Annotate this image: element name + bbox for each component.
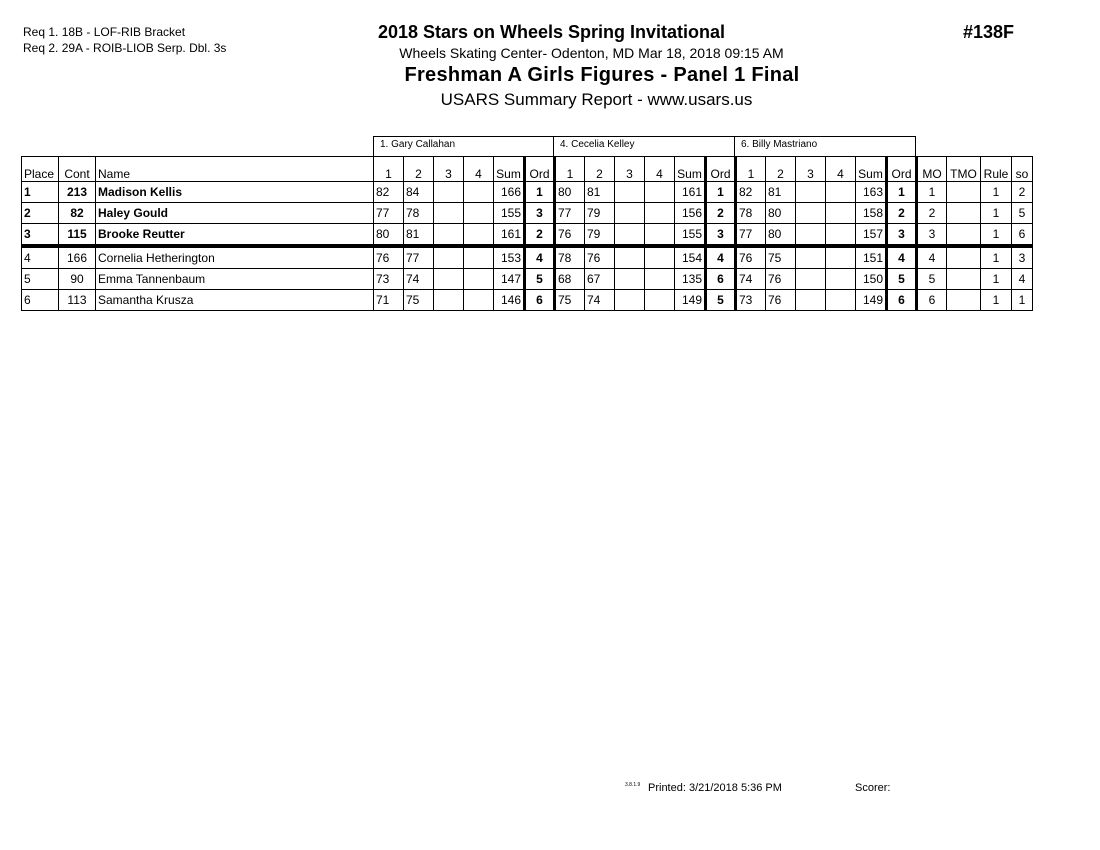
judge3-ord-cell: 3 — [887, 224, 917, 247]
judge2-score4-cell — [645, 290, 675, 311]
judge1-score2-cell: 75 — [404, 290, 434, 311]
requirement-2: Req 2. 29A - ROIB-LIOB Serp. Dbl. 3s — [23, 41, 227, 55]
so-cell: 5 — [1012, 203, 1033, 224]
judge1-ord-cell: 5 — [525, 269, 555, 290]
place-cell: 1 — [22, 182, 59, 203]
col-rule: Rule — [981, 157, 1012, 182]
col-j3-sum: Sum — [856, 157, 887, 182]
judge1-sum-cell: 166 — [494, 182, 525, 203]
judge2-ord-cell: 1 — [706, 182, 736, 203]
judge1-score4-cell — [464, 246, 494, 269]
judge3-score3-cell — [796, 290, 826, 311]
judge-3-header: 6. Billy Mastriano — [734, 136, 916, 156]
col-j2-s3: 3 — [615, 157, 645, 182]
so-cell: 2 — [1012, 182, 1033, 203]
judge3-sum-cell: 150 — [856, 269, 887, 290]
judge2-ord-cell: 5 — [706, 290, 736, 311]
cont-cell: 113 — [59, 290, 96, 311]
judge3-score2-cell: 80 — [766, 224, 796, 247]
col-j3-s1: 1 — [736, 157, 766, 182]
mo-cell: 3 — [917, 224, 947, 247]
judge3-score1-cell: 78 — [736, 203, 766, 224]
judge3-score3-cell — [796, 246, 826, 269]
judge2-score2-cell: 81 — [585, 182, 615, 203]
table-row — [22, 203, 1033, 224]
judge1-sum-cell: 147 — [494, 269, 525, 290]
judge1-score4-cell — [464, 269, 494, 290]
tmo-cell — [947, 203, 981, 224]
judge1-score3-cell — [434, 182, 464, 203]
judge1-score1-cell: 80 — [374, 224, 404, 247]
so-cell: 3 — [1012, 246, 1033, 269]
judge1-score3-cell — [434, 203, 464, 224]
tmo-cell — [947, 290, 981, 311]
judge2-score4-cell — [645, 224, 675, 247]
judge1-score2-cell: 74 — [404, 269, 434, 290]
venue-date: Wheels Skating Center- Odenton, MD Mar 18, 2018 09:15 AM — [399, 45, 784, 61]
judge2-score4-cell — [645, 182, 675, 203]
judge2-sum-cell: 154 — [675, 246, 706, 269]
judge1-score4-cell — [464, 203, 494, 224]
requirement-1: Req 1. 18B - LOF-RIB Bracket — [23, 25, 186, 39]
mo-cell: 1 — [917, 182, 947, 203]
judge3-score3-cell — [796, 224, 826, 247]
judge2-ord-cell: 6 — [706, 269, 736, 290]
name-cell: Madison Kellis — [96, 182, 374, 203]
judge1-score4-cell — [464, 182, 494, 203]
col-j1-s2: 2 — [404, 157, 434, 182]
judge1-score2-cell: 77 — [404, 246, 434, 269]
judge3-score3-cell — [796, 182, 826, 203]
judge1-score4-cell — [464, 224, 494, 247]
judge3-score4-cell — [826, 290, 856, 311]
judge1-score1-cell: 71 — [374, 290, 404, 311]
judge3-ord-cell: 4 — [887, 246, 917, 269]
judge2-score2-cell: 67 — [585, 269, 615, 290]
judge1-sum-cell: 161 — [494, 224, 525, 247]
place-cell: 2 — [22, 203, 59, 224]
judge3-score2-cell: 76 — [766, 269, 796, 290]
judge2-score4-cell — [645, 269, 675, 290]
judge2-score1-cell: 80 — [555, 182, 585, 203]
rule-cell: 1 — [981, 246, 1012, 269]
judge3-ord-cell: 5 — [887, 269, 917, 290]
col-j3-ord: Ord — [887, 157, 917, 182]
so-cell: 1 — [1012, 290, 1033, 311]
judge2-sum-cell: 149 — [675, 290, 706, 311]
judge3-score4-cell — [826, 246, 856, 269]
judge3-sum-cell: 158 — [856, 203, 887, 224]
judge3-score4-cell — [826, 182, 856, 203]
cont-cell: 213 — [59, 182, 96, 203]
judge2-score2-cell: 79 — [585, 203, 615, 224]
cont-cell: 90 — [59, 269, 96, 290]
judge3-score4-cell — [826, 269, 856, 290]
rule-cell: 1 — [981, 182, 1012, 203]
col-j1-s1: 1 — [374, 157, 404, 182]
judge2-score3-cell — [615, 290, 645, 311]
judge3-score1-cell: 77 — [736, 224, 766, 247]
report-title: USARS Summary Report - www.usars.us — [440, 90, 753, 109]
judge-2-header: 4. Cecelia Kelley — [553, 136, 735, 156]
tmo-cell — [947, 246, 981, 269]
judge1-score3-cell — [434, 246, 464, 269]
judge2-score2-cell: 74 — [585, 290, 615, 311]
judge3-score1-cell: 74 — [736, 269, 766, 290]
judge2-score3-cell — [615, 269, 645, 290]
name-cell: Haley Gould — [96, 203, 374, 224]
judge1-ord-cell: 1 — [525, 182, 555, 203]
judge3-score2-cell: 76 — [766, 290, 796, 311]
col-mo: MO — [917, 157, 947, 182]
name-cell: Brooke Reutter — [96, 224, 374, 247]
judge3-score1-cell: 73 — [736, 290, 766, 311]
col-name: Name — [96, 157, 374, 182]
judge2-score2-cell: 79 — [585, 224, 615, 247]
judge3-score2-cell: 81 — [766, 182, 796, 203]
cont-cell: 115 — [59, 224, 96, 247]
cont-cell: 166 — [59, 246, 96, 269]
judge2-score3-cell — [615, 224, 645, 247]
judge1-sum-cell: 146 — [494, 290, 525, 311]
judge2-sum-cell: 135 — [675, 269, 706, 290]
place-cell: 4 — [22, 246, 59, 269]
rule-cell: 1 — [981, 224, 1012, 247]
col-j2-s2: 2 — [585, 157, 615, 182]
judge1-sum-cell: 153 — [494, 246, 525, 269]
mo-cell: 2 — [917, 203, 947, 224]
judge1-score1-cell: 76 — [374, 246, 404, 269]
table-row — [22, 246, 1033, 269]
judge2-score3-cell — [615, 182, 645, 203]
judge3-sum-cell: 163 — [856, 182, 887, 203]
judge2-score3-cell — [615, 246, 645, 269]
tmo-cell — [947, 269, 981, 290]
col-j3-s4: 4 — [826, 157, 856, 182]
judge1-sum-cell: 155 — [494, 203, 525, 224]
place-cell: 6 — [22, 290, 59, 311]
table-row — [22, 224, 1033, 247]
judge2-score1-cell: 78 — [555, 246, 585, 269]
col-j2-s1: 1 — [555, 157, 585, 182]
judge3-ord-cell: 1 — [887, 182, 917, 203]
col-j1-s3: 3 — [434, 157, 464, 182]
name-cell: Emma Tannenbaum — [96, 269, 374, 290]
so-cell: 6 — [1012, 224, 1033, 247]
table-header-row — [22, 157, 1033, 182]
col-place: Place — [22, 157, 59, 182]
judge3-sum-cell: 149 — [856, 290, 887, 311]
mo-cell: 4 — [917, 246, 947, 269]
tmo-cell — [947, 224, 981, 247]
judge2-score2-cell: 76 — [585, 246, 615, 269]
judge1-score2-cell: 84 — [404, 182, 434, 203]
col-j2-sum: Sum — [675, 157, 706, 182]
judge2-score3-cell — [615, 203, 645, 224]
judge2-sum-cell: 155 — [675, 224, 706, 247]
tmo-cell — [947, 182, 981, 203]
judge2-sum-cell: 161 — [675, 182, 706, 203]
judge1-ord-cell: 4 — [525, 246, 555, 269]
mo-cell: 5 — [917, 269, 947, 290]
place-cell: 3 — [22, 224, 59, 247]
judge3-score1-cell: 82 — [736, 182, 766, 203]
rule-cell: 1 — [981, 290, 1012, 311]
event-title: 2018 Stars on Wheels Spring Invitational — [377, 22, 726, 42]
judge1-score3-cell — [434, 290, 464, 311]
judge1-score1-cell: 77 — [374, 203, 404, 224]
judge3-sum-cell: 151 — [856, 246, 887, 269]
judge2-score4-cell — [645, 246, 675, 269]
col-cont: Cont — [59, 157, 96, 182]
judge3-score1-cell: 76 — [736, 246, 766, 269]
judge2-sum-cell: 156 — [675, 203, 706, 224]
judge2-score1-cell: 68 — [555, 269, 585, 290]
col-j1-ord: Ord — [525, 157, 555, 182]
judge3-score2-cell: 75 — [766, 246, 796, 269]
judge2-score1-cell: 75 — [555, 290, 585, 311]
scorer-label: Scorer: — [855, 782, 891, 794]
judge1-score4-cell — [464, 290, 494, 311]
table-row — [22, 290, 1033, 311]
judge1-score3-cell — [434, 224, 464, 247]
so-cell: 4 — [1012, 269, 1033, 290]
judge2-score1-cell: 76 — [555, 224, 585, 247]
judge1-ord-cell: 3 — [525, 203, 555, 224]
judge3-ord-cell: 6 — [887, 290, 917, 311]
judge1-score1-cell: 82 — [374, 182, 404, 203]
col-j2-s4: 4 — [645, 157, 675, 182]
judge2-ord-cell: 4 — [706, 246, 736, 269]
judge1-score2-cell: 78 — [404, 203, 434, 224]
judge1-score1-cell: 73 — [374, 269, 404, 290]
col-j3-s2: 2 — [766, 157, 796, 182]
judge1-ord-cell: 2 — [525, 224, 555, 247]
rule-cell: 1 — [981, 269, 1012, 290]
judge3-score2-cell: 80 — [766, 203, 796, 224]
mo-cell: 6 — [917, 290, 947, 311]
judge2-score4-cell — [645, 203, 675, 224]
cont-cell: 82 — [59, 203, 96, 224]
judge1-ord-cell: 6 — [525, 290, 555, 311]
division-title: Freshman A Girls Figures - Panel 1 Final — [404, 64, 800, 86]
event-id: #138F — [963, 22, 1015, 42]
judge2-ord-cell: 2 — [706, 203, 736, 224]
table-row — [22, 269, 1033, 290]
place-cell: 5 — [22, 269, 59, 290]
col-tmo: TMO — [947, 157, 981, 182]
judge3-score3-cell — [796, 269, 826, 290]
judge3-ord-cell: 2 — [887, 203, 917, 224]
name-cell: Samantha Krusza — [96, 290, 374, 311]
printed-timestamp: Printed: 3/21/2018 5:36 PM — [648, 782, 782, 794]
table-row — [22, 182, 1033, 203]
judge-1-header: 1. Gary Callahan — [373, 136, 554, 156]
col-j3-s3: 3 — [796, 157, 826, 182]
results-table — [21, 156, 1033, 311]
col-j1-sum: Sum — [494, 157, 525, 182]
judge3-score4-cell — [826, 203, 856, 224]
judge2-ord-cell: 3 — [706, 224, 736, 247]
judge3-score4-cell — [826, 224, 856, 247]
name-cell: Cornelia Hetherington — [96, 246, 374, 269]
judge1-score3-cell — [434, 269, 464, 290]
col-j1-s4: 4 — [464, 157, 494, 182]
judge2-score1-cell: 77 — [555, 203, 585, 224]
judge1-score2-cell: 81 — [404, 224, 434, 247]
judge3-sum-cell: 157 — [856, 224, 887, 247]
col-j2-ord: Ord — [706, 157, 736, 182]
judge3-score3-cell — [796, 203, 826, 224]
version-number: 3.8.1.9 — [625, 782, 641, 788]
rule-cell: 1 — [981, 203, 1012, 224]
col-so: so — [1012, 157, 1033, 182]
